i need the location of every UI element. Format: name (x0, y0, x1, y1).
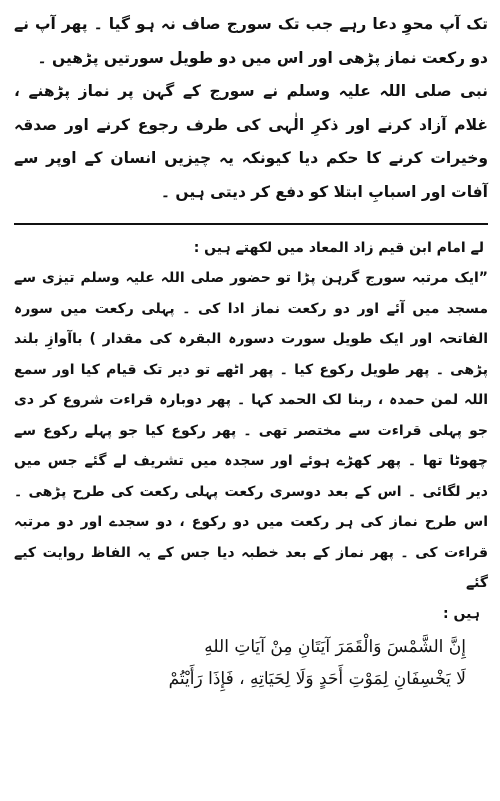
footnote-heading: لے امام ابن قیم زاد المعاد میں لکھتے ہیں : (193, 240, 484, 256)
arabic-hadith-line-1: إِنَّ الشَّمْسَ وَالْقَمَرَ آيَتَانِ مِنْ آيَاتِ اللهِ (204, 636, 466, 657)
main-paragraph-2: نبی صلی اللہ علیہ وسلم نے سورج کے گہن پر نماز پڑھنے ، غلام آزاد کرنے اور ذکرِ الٰہی کی طرف رجوع کرنے اور صدقہ وخیرات کرنے کا حکم دیا کیونکہ یہ چیزیں انسان کے اوپر سے آفات اور اسبابِ ابتلا کو دفع کر دیتی ہیں ۔ (14, 82, 488, 201)
footnote-divider (14, 223, 488, 225)
footnote-body: ”ایک مرتبہ سورج گرہن پڑا تو حضور صلی اللہ علیہ وسلم تیزی سے مسجد میں آئے اور دو رکعت نماز ادا کی ۔ پہلی رکعت میں سورہ الفاتحہ اور ایک طویل سورت دسورہ البقرہ کی مقدار ) باآوازِ بلند پڑھی ۔ پھر طویل رکوع کیا ۔ پھر اٹھے تو دیر تک قیام کیا اور سمع اللہ لمن حمدہ ، ربنا لک الحمد کہا ۔ پھر دوبارہ قراءت شروع کر دی جو پہلی قراءت سے مختصر تھی ۔ پھر رکوع کیا جو پہلے رکوع سے چھوٹا تھا ۔ پھر کھڑے ہوئے اور سجدہ میں تشریف لے گئے جس میں دیر لگائی ۔ اس کے بعد دوسری رکعت پہلی رکعت کی طرح پڑھی ۔ اس طرح نماز کی ہر رکعت میں دو رکوع ، دو سجدے اور دو مرتبہ قراءت کی ۔ پھر نماز کے بعد خطبہ دیا جس کے یہ الفاظ روایت کیے گئے (14, 270, 488, 591)
arabic-hadith-line-2: لَا يَخْسِفَانِ لِمَوْتِ أَحَدٍ وَلَا لِحَيَاتِهِ ، فَإِذَا رَأَيْتُمْ (168, 668, 466, 689)
main-paragraph-1: تک آپ محوِ دعا رہے جب تک سورج صاف نہ ہو گیا ۔ پھر آپ نے دو رکعت نماز پڑھی اور اس میں دو طویل سورتیں پڑھیں ۔ (14, 15, 488, 67)
footnote-tail: ہیں : (443, 605, 480, 622)
